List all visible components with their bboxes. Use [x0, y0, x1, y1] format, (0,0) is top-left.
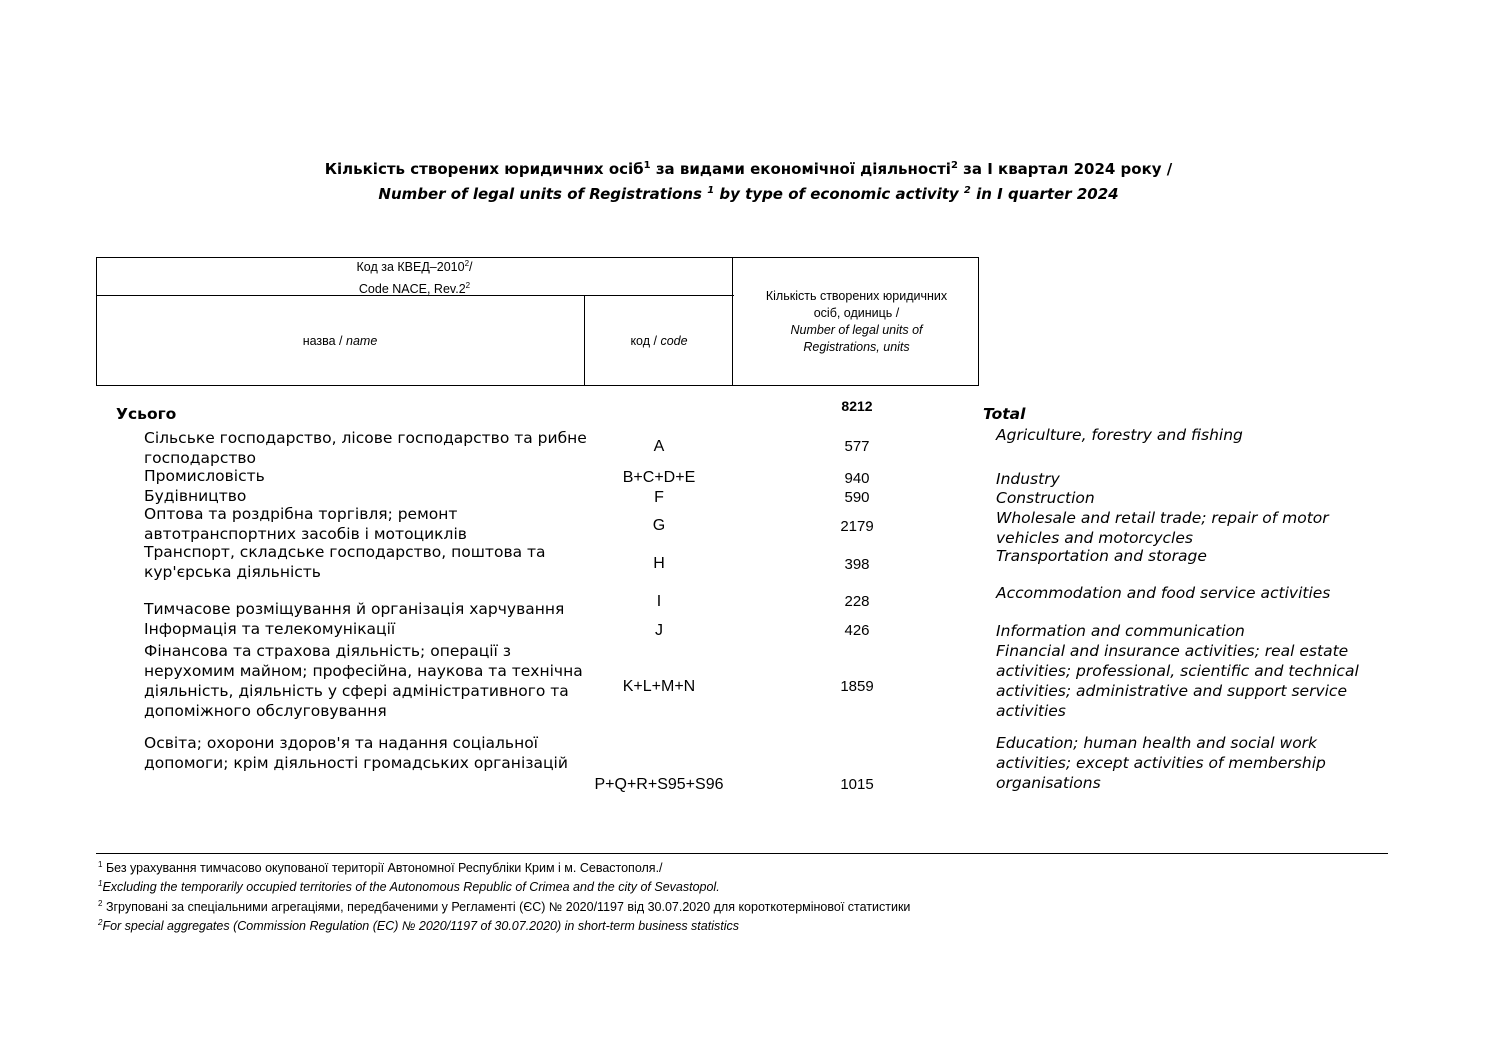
row-code: I [656, 593, 662, 610]
row-value: 426 [844, 622, 870, 639]
row-value: 590 [844, 489, 870, 506]
row-name-uk: Тимчасове розміщування й організація харчування [144, 600, 565, 618]
row-code: F [654, 489, 664, 506]
row-name-uk: Освіта; охорони здоров'я та надання соціальної допомоги; крім діяльності громадських організацій [144, 734, 568, 772]
total-label-uk: Усього [116, 405, 177, 423]
row-code: H [653, 555, 665, 572]
row-name-en: Construction [996, 489, 1095, 507]
row-value: 398 [844, 556, 870, 573]
row-value: 2179 [840, 518, 874, 535]
footnote: $^1$ Без урахування тимчасово окупованої території Автономної Республіки Крим і м. Севастополя./ [98, 860, 663, 876]
row-code: A [653, 438, 665, 455]
row-value: 1015 [840, 776, 874, 793]
row-code: K+L+M+N [622, 678, 696, 695]
row-value: 577 [844, 438, 870, 455]
header-kved-code: Код за КВЕД–2010$^2$/ Code NACE, $Rev.2^2$ [356, 259, 473, 296]
row-name-uk: Оптова та роздрібна торгівля; ремонт автотранспортних засобів і мотоциклів [144, 505, 467, 543]
title-ukrainian: Кількість створених юридичних осіб$^1$ за видами економічної діяльності$^2$ за I квартал 2024 року / [324, 160, 1173, 178]
row-code: J [655, 622, 663, 639]
footnote-separator [96, 853, 1388, 854]
row-name-uk: Фінансова та страхова діяльність; операції з нерухомим майном; професійна, наукова та технічна діяльність, діяльність у сфері адміністративного та допоміжного обслуговування [144, 642, 583, 720]
header-code: код / code [630, 333, 688, 348]
footnote: $^1$Excluding the temporarily occupied territories of the Autonomous Republic of Crimea and the city of Sevastopol. [98, 879, 720, 895]
footnote: $^2$ Згруповані за спеціальними агрегаціями, передбаченими у Регламенті (ЄС) № 2020/1197 від 30.07.2020 для короткотермінової статистики [98, 899, 911, 915]
row-name-en: Information and communication [996, 622, 1245, 640]
row-name-en: Financial and insurance activities; real estate activities; professional, scientific and technical activities; administrative and support service activities [996, 642, 1359, 720]
row-name-uk: Промисловість [144, 467, 265, 485]
row-name-uk: Сільське господарство, лісове господарство та рибне господарство [144, 429, 587, 467]
footnote: $^2$For special aggregates (Commission Regulation (EC) № 2020/1197 of 30.07.2020) in short-term business statistics [98, 918, 739, 934]
header-count: Кількість створених юридичних осіб, одиниць / Number of legal units of Registrations, units [765, 289, 948, 354]
row-name-en: Wholesale and retail trade; repair of motor vehicles and motorcycles [996, 509, 1329, 547]
row-value: 940 [844, 470, 870, 487]
row-code: G [652, 517, 666, 534]
total-value: 8212 [841, 398, 873, 414]
total-label-en: Total [983, 405, 1026, 423]
row-name-en: Transportation and storage [996, 547, 1207, 565]
row-name-en: Education; human health and social work activities; except activities of membership organisations [996, 734, 1326, 792]
row-value: 228 [844, 593, 870, 610]
title-english: Number of legal units of Registrations $^1$ by type of economic activity $^2$ in I quarter 2024 [378, 185, 1119, 203]
header-name: назва / name [302, 333, 378, 348]
row-name-uk: Інформація та телекомунікації [144, 620, 396, 638]
row-name-en: Accommodation and food service activities [996, 584, 1331, 602]
row-name-en: Agriculture, forestry and fishing [996, 426, 1243, 444]
row-value: 1859 [840, 678, 874, 695]
row-code: B+C+D+E [622, 469, 696, 486]
row-name-uk: Транспорт, складське господарство, поштова та кур'єрська діяльність [144, 543, 546, 581]
row-name-uk: Будівництво [144, 487, 247, 505]
row-code: P+Q+R+S95+S96 [594, 776, 724, 793]
row-name-en: Industry [996, 470, 1060, 488]
